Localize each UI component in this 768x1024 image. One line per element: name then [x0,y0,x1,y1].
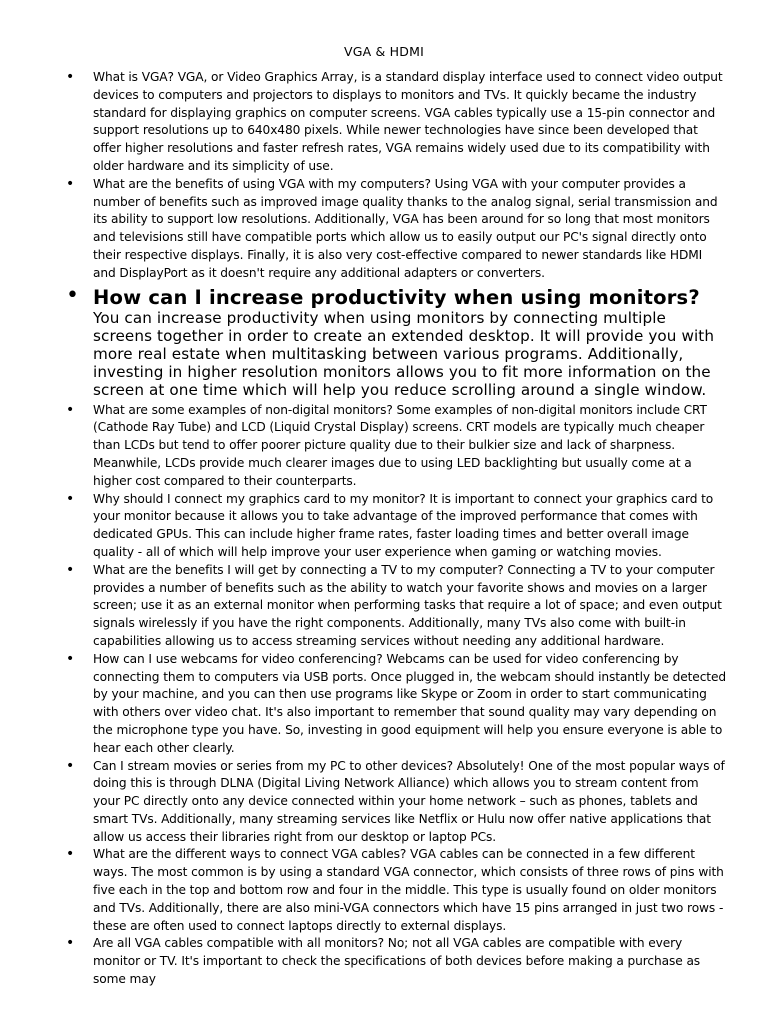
list-item [66,651,726,758]
item-question: Why should I connect my graphics card to my monitor? [93,491,426,506]
item-question: Can I stream movies or series from my PC to other devices? [93,758,454,773]
item-answer: No; not all VGA cables are compatible with every monitor or TV. It's important to check the specifications of both devices before making a purchase as some may [93,936,701,987]
item-question: What are the different ways to connect VGA cables? [93,847,407,862]
item-answer: It is important to connect your graphics card to your monitor because it allows you to take advantage of the improved performance that comes with dedicated GPUs. This can include higher frame rates, faster loading times and better overall image quality - all of which will help improve your user experience when gaming or watching movies. [93,491,714,559]
list-item [66,69,726,176]
item-answer: VGA cables can be connected in a few different ways. The most common is by using a standard VGA connector, which consists of three rows of pins with five each in the top and bottom row and four in the middle. This type is usually found on older monitors and TVs. Additionally, there are also mini-VGA connectors which have 15 pins arranged in just two rows - these are often used to connect laptops directly to external displays. [93,847,724,933]
item-question: What are the benefits I will get by connecting a TV to my computer? [93,562,504,577]
item-question: What are the benefits of using VGA with my computers? [93,176,431,191]
list-item [66,286,726,399]
faq-list [66,69,726,989]
item-answer: VGA, or Video Graphics Array, is a standard display interface used to connect video output devices to computers and projectors to displays to monitors and TVs. It quickly became the industry standard for displaying graphics on computer screens. VGA cables typically use a 15-pin connector and support resolutions up to 640x480 pixels. While newer technologies have since been developed that offer higher resolutions and faster refresh rates, VGA remains widely used due to its compatibility with older hardware and its simplicity of use. [93,70,723,173]
item-question: What is VGA? [93,70,174,84]
document-title: VGA & HDMI [344,44,424,59]
item-answer: Connecting a TV to your computer provides a number of benefits such as the ability to watch your favorite shows and movies on a larger screen; use it as an external monitor when performing tasks that require a lot of space; and even output signals wirelessly if you have the right components. Additionally, many TVs also come with built-in capabilities allowing us to access streaming services without needing any additional hardware. [93,562,722,648]
list-item [66,758,726,847]
list-item [66,176,726,283]
item-answer: Some examples of non-digital monitors include CRT (Cathode Ray Tube) and LCD (Liquid Crystal Display) screens. CRT models are typically much cheaper than LCDs but tend to offer poorer picture quality due to their bulkier size and lack of sharpness. Meanwhile, LCDs provide much clearer images due to using LED backlighting but usually come at a higher cost compared to their counterparts. [93,402,707,488]
item-question: What are some examples of non-digital monitors? [93,402,393,417]
item-answer: You can increase productivity when using monitors by connecting multiple screens together in order to create an extended desktop. It will provide you with more real estate when multitasking between various programs. Additionally, investing in higher resolution monitors allows you to fit more information on the screen at one time which will help you reduce scrolling around a single window. [93,308,715,399]
item-answer: Webcams can be used for video conferencing by connecting them to computers via USB ports. Once plugged in, the webcam should instantly be detected by your machine, and you can then use programs like Skype or Zoom in order to start communicating with others over video chat. It's also important to remember that sound quality may vary depending on the microphone type you have. So, investing in good equipment will help you ensure everyone is able to hear each other clearly. [93,651,727,755]
list-item [66,846,726,935]
list-item [66,562,726,651]
list-item [66,402,726,491]
list-item [66,935,726,988]
item-question: Are all VGA cables compatible with all monitors? [93,936,385,951]
item-answer: Using VGA with your computer provides a number of benefits such as improved image quality thanks to the analog signal, serial transmission and its ability to support low resolutions. Additionally, VGA has been around for so long that most monitors and televisions still have compatible ports which allow us to easily output our PC's signal directly onto their respective displays. Finally, it is also very cost-effective compared to newer standards like HDMI and DisplayPort as it doesn't require any additional adapters or converters. [93,176,718,280]
item-question: How can I increase productivity when using monitors? [93,285,700,309]
item-answer: Absolutely! One of the most popular ways of doing this is through DLNA (Digital Living Network Alliance) which allows you to stream content from your PC directly onto any device connected within your home network – such as phones, tablets and smart TVs. Additionally, many streaming services like Netflix or Hulu now offer native applications that allow us access their libraries right from our desktop or laptop PCs. [93,758,725,844]
list-item [66,491,726,562]
item-question: How can I use webcams for video conferencing? [93,651,383,666]
